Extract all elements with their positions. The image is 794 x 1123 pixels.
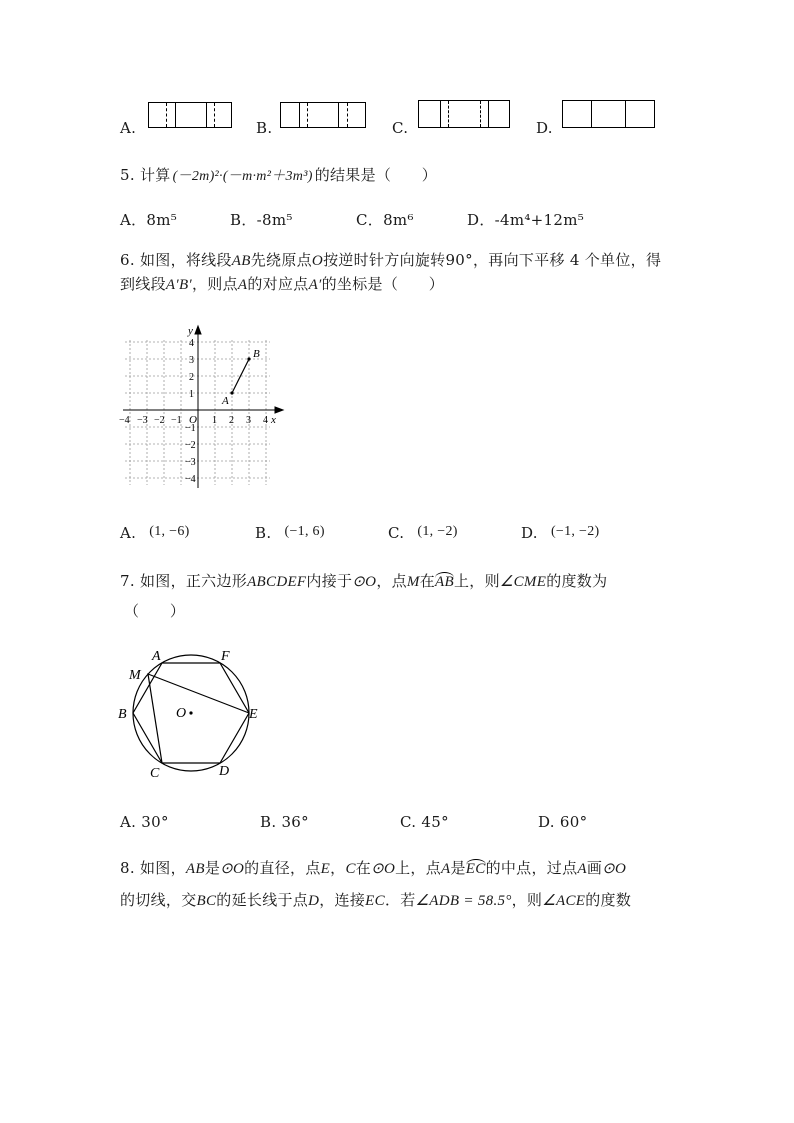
- q4-option-b-label: B.: [256, 119, 273, 137]
- q7-label-o: O: [176, 706, 187, 721]
- q7-text: 在: [419, 572, 436, 590]
- q6-coordinate-grid: [115, 320, 290, 495]
- q7-arc-ab: AB: [435, 574, 454, 590]
- q7-point-m: M: [406, 574, 420, 590]
- q7-text: 上，则: [453, 572, 500, 590]
- q6-text: 6. 如图，将线段: [120, 251, 232, 269]
- q8-text: 是: [204, 859, 221, 877]
- q8-circle-o: ⊙O: [220, 861, 245, 877]
- q6-option-c-value: (1, −2): [417, 524, 458, 539]
- q5-option-a: A．8m⁵: [120, 211, 178, 229]
- q7-label-f: F: [221, 649, 230, 664]
- q4-option-a-figure: [148, 102, 232, 128]
- q8-arc-ec: EC: [465, 861, 486, 877]
- q6-segment-ab: AB: [231, 253, 251, 269]
- q6-x-tick: 2: [229, 415, 234, 426]
- q6-angle-90: 90°: [445, 251, 473, 269]
- q6-text: ，则点: [192, 275, 238, 293]
- q6-text: 的坐标是（ ）: [321, 275, 445, 293]
- q7-stem-line1: [120, 571, 607, 592]
- q8-text: 的切线，交: [120, 891, 197, 909]
- q6-x-axis-label: x: [271, 414, 276, 426]
- q7-option-c: C. 45°: [400, 813, 449, 831]
- q7-text: ，点: [376, 572, 407, 590]
- q7-hexagon-figure: [115, 645, 275, 780]
- q6-text: ，再向下平移 4 个单位，得: [472, 251, 662, 269]
- q8-point-a: A: [441, 861, 451, 877]
- q6-text: 到线段: [120, 275, 166, 293]
- q8-stem-line2: [120, 890, 631, 911]
- q8-stem-line1: [120, 858, 626, 879]
- q7-stem-line2: （ ）: [124, 602, 186, 620]
- q8-point-c: C: [345, 861, 356, 877]
- q7-text: 7. 如图，正六边形: [120, 572, 248, 590]
- q5-expression: (－2m)²·(－m·m²＋3m³): [172, 169, 313, 184]
- q6-text: 先绕原点: [250, 251, 312, 269]
- q4-option-c-figure: [418, 100, 510, 128]
- q7-angle-cme: ∠CME: [499, 574, 547, 590]
- q8-point-e: E: [320, 861, 331, 877]
- q6-option-a-label: A.: [120, 524, 137, 542]
- q6-y-tick: −2: [185, 440, 196, 451]
- q6-x-tick: −3: [137, 415, 148, 426]
- q8-segment-bc: BC: [196, 893, 217, 909]
- q6-option-b-label: B.: [255, 524, 272, 542]
- q6-y-tick: −4: [185, 474, 196, 485]
- q8-circle-o: ⊙O: [371, 861, 396, 877]
- q6-x-tick: 4: [263, 415, 268, 426]
- q6-x-tick: −4: [119, 415, 130, 426]
- q6-stem-line1: [120, 250, 661, 271]
- q6-x-tick: 1: [212, 415, 217, 426]
- q7-label-a: A: [152, 649, 161, 664]
- q6-origin-label: O: [189, 414, 197, 426]
- q7-circle-o: ⊙O: [352, 574, 377, 590]
- q8-text: 的直径，点: [244, 859, 321, 877]
- q5-option-b: B．-8m⁵: [230, 211, 293, 229]
- q6-y-axis-label: y: [188, 325, 193, 337]
- q4-option-b-figure: [280, 102, 366, 128]
- q5-option-c: C．8m⁶: [356, 211, 414, 229]
- q7-text: 内接于: [306, 572, 353, 590]
- q8-text: 是: [450, 859, 466, 877]
- q8-point-a: A: [577, 861, 587, 877]
- q5-suffix: 的结果是（ ）: [314, 166, 438, 184]
- q8-text: ，: [330, 859, 346, 877]
- q6-segment-a1b1: A′B′: [165, 277, 192, 293]
- q6-x-tick: 3: [246, 415, 251, 426]
- q6-option-c: [388, 523, 458, 545]
- q8-text: 的中点，过点: [485, 859, 578, 877]
- q6-option-d-value: (−1, −2): [550, 524, 600, 539]
- q6-y-tick: −3: [185, 457, 196, 468]
- q6-option-b: [255, 523, 325, 545]
- q4-option-a-label: A.: [120, 119, 137, 137]
- q5-number: 5. 计算: [120, 166, 171, 184]
- q6-origin-o: O: [311, 253, 324, 269]
- q7-option-b: B. 36°: [260, 813, 309, 831]
- q6-y-tick: 3: [189, 355, 194, 366]
- q7-label-b: B: [118, 707, 127, 722]
- q8-target-angle: ∠ACE: [542, 893, 586, 909]
- q6-option-c-label: C.: [388, 524, 405, 542]
- q6-y-tick: 1: [189, 389, 194, 400]
- q8-segment-ec: EC: [365, 893, 385, 909]
- q6-stem-line2: [120, 274, 444, 295]
- q7-label-e: E: [249, 707, 258, 722]
- q7-option-d: D. 60°: [538, 813, 588, 831]
- q7-label-d: D: [219, 764, 230, 779]
- q6-x-tick: −2: [154, 415, 165, 426]
- q5-stem: [120, 165, 437, 187]
- q8-text: 上，点: [395, 859, 441, 877]
- q4-option-c-label: C.: [392, 119, 409, 137]
- q6-y-tick: 4: [189, 338, 194, 349]
- q8-point-d: D: [308, 893, 320, 909]
- q4-option-d-figure: [562, 100, 655, 128]
- q6-point-b-label: B: [253, 348, 260, 360]
- q6-point-a: A: [237, 277, 248, 293]
- q7-hexagon-name: ABCDEF: [247, 574, 307, 590]
- q6-option-b-value: (−1, 6): [284, 524, 325, 539]
- q8-text: ，则: [511, 891, 543, 909]
- q6-y-tick: 2: [189, 372, 194, 383]
- q8-text: 的延长线于点: [216, 891, 309, 909]
- q8-text: 画: [586, 859, 603, 877]
- q6-point-a1: A′: [308, 277, 322, 293]
- q8-text: ．若: [384, 891, 416, 909]
- q4-option-d-label: D.: [536, 119, 553, 137]
- q6-text: 的对应点: [247, 275, 309, 293]
- q8-text: 8. 如图，: [120, 859, 186, 877]
- q8-text: ，连接: [319, 891, 366, 909]
- q8-given-angle: ∠ADB = 58.5°: [415, 893, 512, 909]
- q7-label-m: M: [129, 668, 141, 683]
- q6-option-a: [120, 523, 190, 545]
- q6-x-tick: −1: [171, 415, 182, 426]
- q6-point-a-label: A: [222, 395, 229, 407]
- q7-label-c: C: [150, 766, 160, 780]
- q8-circle-o: ⊙O: [602, 861, 627, 877]
- q8-diameter-ab: AB: [185, 861, 205, 877]
- q8-text: 在: [355, 859, 372, 877]
- q6-option-d-label: D.: [521, 524, 538, 542]
- q8-text: 的度数: [585, 891, 632, 909]
- q7-text: 的度数为: [546, 572, 608, 590]
- q5-option-d: D．-4m⁴+12m⁵: [467, 211, 585, 229]
- q6-text: 按逆时针方向旋转: [323, 251, 446, 269]
- q7-option-a: A. 30°: [120, 813, 169, 831]
- q6-y-tick: −1: [185, 423, 196, 434]
- q6-option-a-value: (1, −6): [149, 524, 190, 539]
- q6-option-d: [521, 523, 599, 545]
